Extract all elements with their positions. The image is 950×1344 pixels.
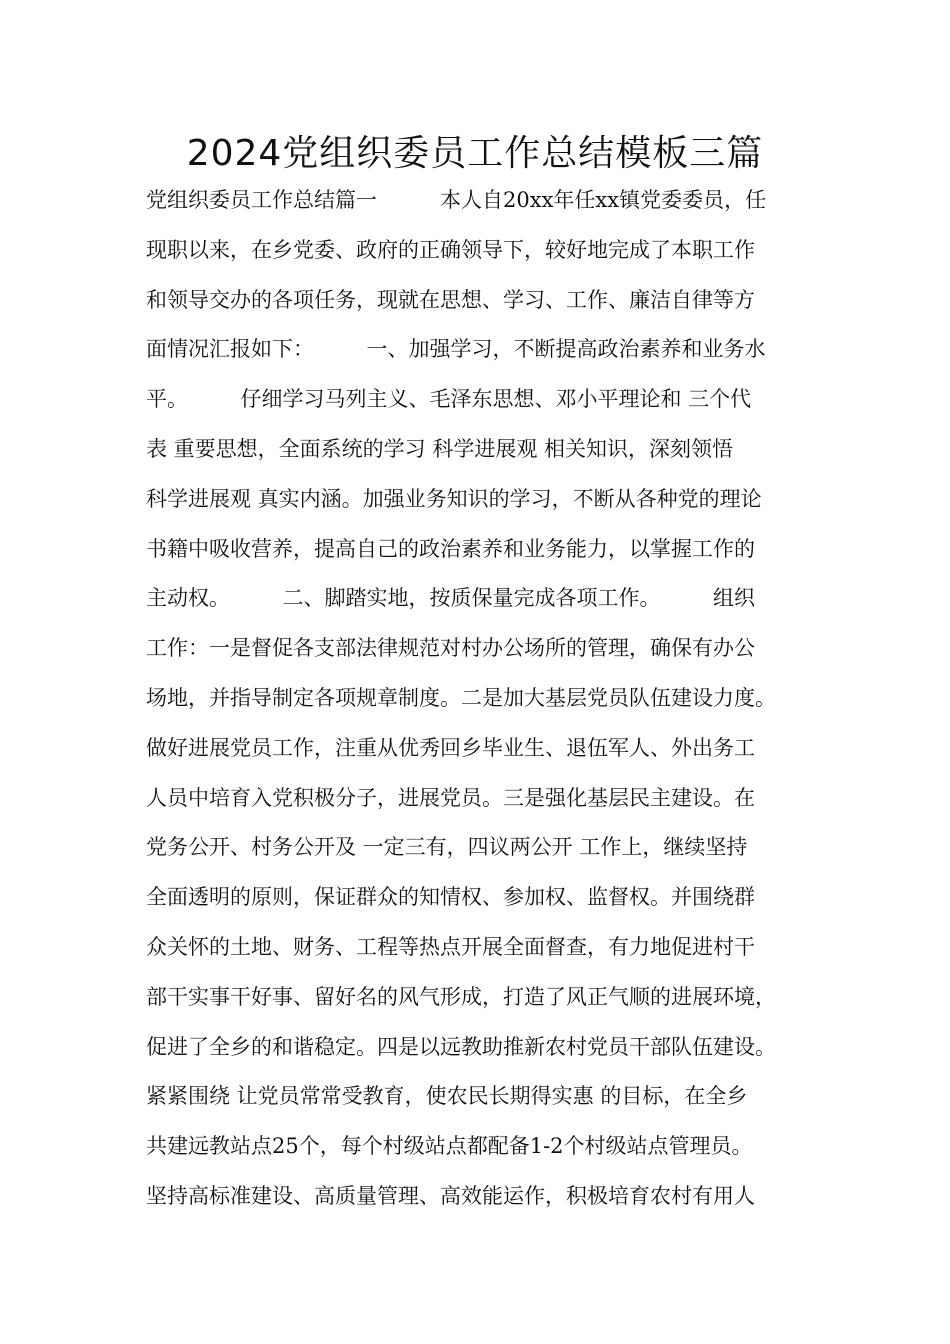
text-line: 平。 仔细学习马列主义、毛泽东思想、邓小平理论和 三个代 <box>146 387 752 412</box>
document-body <box>146 176 836 1222</box>
text-line: 人员中培育入党积极分子，进展党员。三是强化基层民主建设。在 <box>146 785 755 810</box>
text-line: 党务公开、村务公开及 一定三有，四议两公开 工作上，继续坚持 <box>146 835 748 860</box>
text-line: 众关怀的土地、财务、工程等热点开展全面督查，有力地促进村干 <box>146 934 755 959</box>
text-line: 表 重要思想，全面系统的学习 科学进展观 相关知识，深刻领悟 <box>146 436 734 461</box>
text-line: 紧紧围绕 让党员常常受教育，使农民长期得实惠 的目标，在全乡 <box>146 1084 748 1109</box>
text-line: 主动权。 二、脚踏实地，按质保量完成各项工作。 组织 <box>146 586 755 611</box>
text-line: 做好进展党员工作，注重从优秀回乡毕业生、退伍军人、外出务工 <box>146 735 755 760</box>
text-line: 科学进展观 真实内涵。加强业务知识的学习，不断从各种党的理论 <box>146 486 762 511</box>
text-line: 全面透明的原则，保证群众的知情权、参加权、监督权。并围绕群 <box>146 885 755 910</box>
document-title: 2024党组织委员工作总结模板三篇 <box>186 133 764 174</box>
text-line: 共建远教站点25个，每个村级站点都配备1-2个村级站点管理员。 <box>146 1134 753 1159</box>
text-line: 场地，并指导制定各项规章制度。二是加大基层党员队伍建设力度。 <box>146 685 776 710</box>
text-line: 部干实事干好事、留好名的风气形成，打造了风正气顺的进展环境， <box>146 984 776 1009</box>
text-line: 工作：一是督促各支部法律规范对村办公场所的管理，确保有办公 <box>146 636 755 661</box>
text-line: 促进了全乡的和谐稳定。四是以远教助推新农村党员干部队伍建设。 <box>146 1034 776 1059</box>
text-line: 和领导交办的各项任务，现就在思想、学习、工作、廉洁自律等方 <box>146 287 755 312</box>
text-line: 书籍中吸收营养，提高自己的政治素养和业务能力，以掌握工作的 <box>146 536 755 561</box>
text-line: 党组织委员工作总结篇一 本人自20xx年任xx镇党委委员，任 <box>146 188 767 212</box>
text-line: 坚持高标准建设、高质量管理、高效能运作，积极培育农村有用人 <box>146 1183 755 1208</box>
text-line: 现职以来，在乡党委、政府的正确领导下，较好地完成了本职工作 <box>146 237 755 262</box>
text-line: 面情况汇报如下： 一、加强学习，不断提高政治素养和业务水 <box>146 337 766 362</box>
